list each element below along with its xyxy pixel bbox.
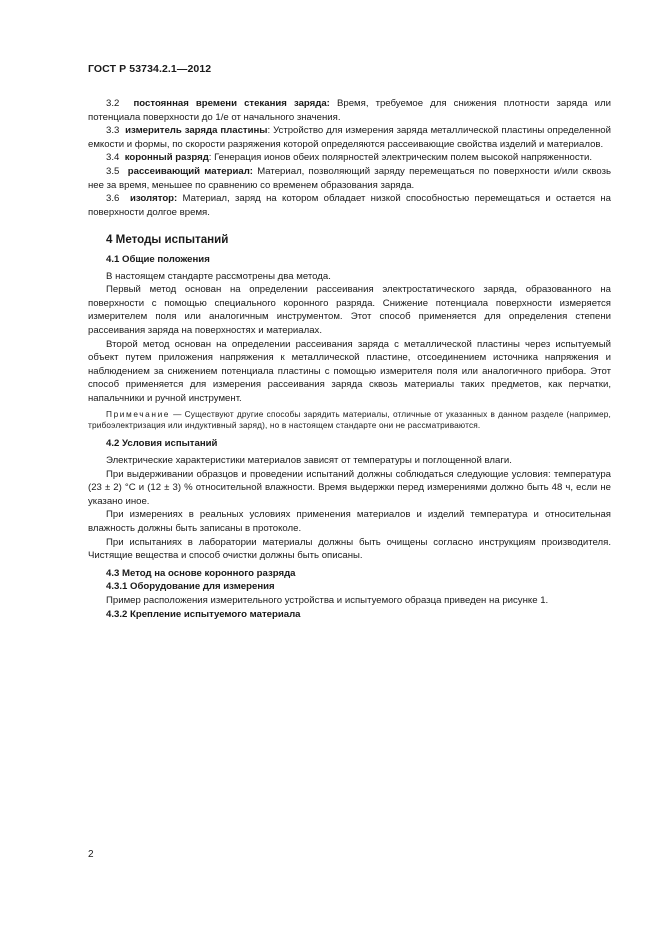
s431-paragraph-1: Пример расположения измерительного устройства и испытуемого образца приведен на рисунке 1. <box>106 595 549 606</box>
section-4-1-heading: 4.1 Общие положения <box>106 253 210 265</box>
note <box>88 409 611 431</box>
section-4-2-heading: 4.2 Условия испытаний <box>106 438 218 450</box>
s42-paragraph-3: При измерениях в реальных условиях применения материалов и изделий температура и относительная влажность должны быть записаны в протоколе. <box>88 509 611 535</box>
note-text: — Существуют другие способы зарядить материалы, отличные от указанных в данном разделе (например, трибоэлектризация или индуктивный заряд), но в настоящем стандарте они не рассматриваются. <box>88 409 611 431</box>
page-number: 2 <box>88 849 94 860</box>
definition-3-5: 3.5 рассеивающий материал: Материал, позволяющий заряду перемещаться по поверхности и/или сквозь нее за время, меньшее по сравнению со временем образования заряда. <box>88 165 611 191</box>
definition-3-4: 3.4 коронный разряд: Генерация ионов обеих полярностей электрическим полем высокой напряженности. <box>106 152 593 164</box>
note-label: Примечание <box>106 409 171 420</box>
section-4-3-1-heading: 4.3.1 Оборудование для измерения <box>106 581 275 593</box>
s42-paragraph-4: При испытаниях в лаборатории материалы должны быть очищены согласно инструкциям производителя. Чистящие вещества и способ очистки должны быть описаны. <box>88 536 611 562</box>
document-header: ГОСТ Р 53734.2.1—2012 <box>88 63 212 75</box>
s41-paragraph-1: В настоящем стандарте рассмотрены два метода. <box>106 270 331 282</box>
definition-3-2: 3.2 постоянная времени стекания заряда: Время, требуемое для снижения плотности заряда или потенциала поверхности до 1/e от начального значения. <box>88 98 611 123</box>
page-content <box>88 97 611 621</box>
definition-3-6: 3.6 изолятор: Материал, заряд на котором обладает низкой способностью перемещаться и остается на поверхности долгое время. <box>88 193 611 218</box>
s42-paragraph-1: Электрические характеристики материалов зависят от температуры и поглощенной влаги. <box>106 455 512 467</box>
s42-paragraph-2: При выдерживании образцов и проведении испытаний должны соблюдаться следующие условия: температура (23 ± 2) °С и (12 ± 3) % относительной влажности. Время выдержки перед измерениями должно быть 48 ч, если не указано иное. <box>88 468 611 507</box>
s41-paragraph-2: Первый метод основан на определении рассеивания электростатического заряда, образованного на поверхности с помощью специального коронного разряда. Снижение потенциала поверхности измеряется измерителем поля или аналогичным инструментом. Этот способ применяется для определения степени рассеивания заряда на поверхностях и материалах. <box>88 284 611 336</box>
definition-3-3: 3.3 измеритель заряда пластины: Устройство для измерения заряда металлической пластины определенной емкости и формы, по скорости разряжения которой определяются рассеивающие свойства изделий и материалов. <box>88 125 611 150</box>
section-4-3-heading: 4.3 Метод на основе коронного разряда <box>106 567 296 579</box>
section-4-heading: 4 Методы испытаний <box>106 233 229 247</box>
section-4-3-2-heading: 4.3.2 Крепление испытуемого материала <box>106 608 301 620</box>
s41-paragraph-3: Второй метод основан на определении рассеивания заряда с металлической пластины через испытуемый объект путем приложения напряжения к металлической пластине, отсоединением источника напряжения и наблюдением за снижением потенциала пластины с помощью измерителя поля или аналогичного прибора. Этот способ применяется для измерения рассеивания заряда сквозь материалы таких предметов, как перчатки, напальчники и ручной инструмент. <box>88 338 611 404</box>
